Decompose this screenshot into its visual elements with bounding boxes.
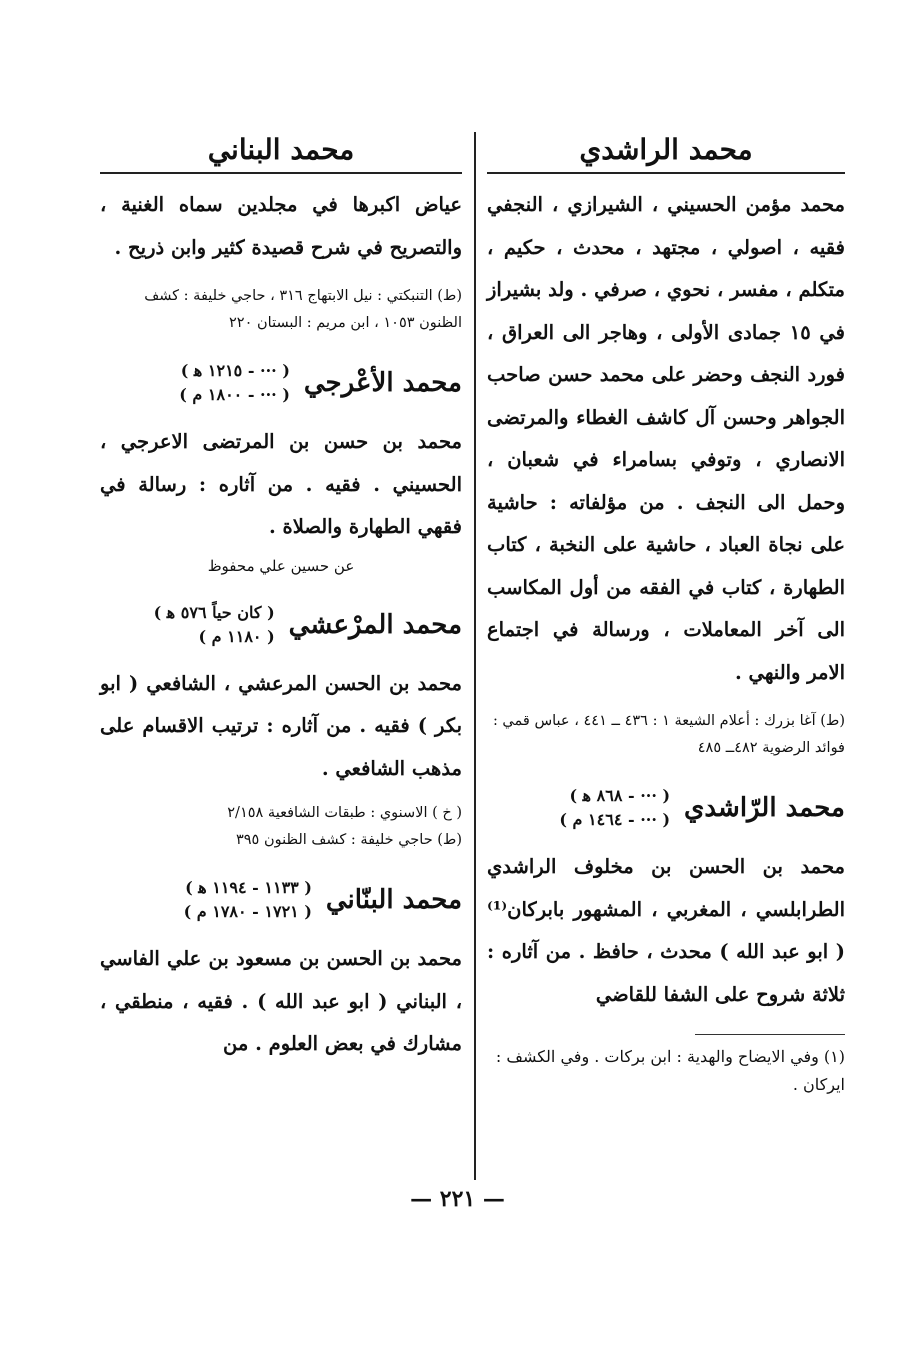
entry-dates [154,601,275,649]
dates-gregorian: ( ١٧٢١ - ١٧٨٠ م ) [183,902,312,921]
dates-gregorian: ( ··· - ١٨٠٠ م ) [179,385,290,404]
entry-dates [559,784,670,832]
page-number: — ٢٢١ — [410,1186,505,1212]
left-continuation-reference: (ط) التنبكتي : نيل الابتهاج ٣١٦ ، حاجي خليفة : كشف الظنون ١٠٥٣ ، ابن مريم : البستان ٢٢٠ [144,288,462,331]
left-header-rule [100,172,462,174]
entry-dates [184,876,312,924]
dates-hijri: ( ··· - ٨٦٨ ﻫ ) [569,786,671,805]
entry-reference: ( خ ) الاسنوي : طبقات الشافعية ٢/١٥٨ [227,805,462,821]
dates-hijri: ( ١١٣٣ - ١١٩٤ ﻫ ) [185,878,312,897]
entry-reference: (ط) حاجي خليفة : كشف الظنون ٣٩٥ [235,832,462,848]
dates-hijri: ( كان حياً ٥٧٦ ﻫ ) [153,602,275,622]
left-column [100,130,462,1066]
entry-heading-bannani [100,876,462,924]
entry-heading-marashi [100,601,462,649]
entry-name: محمد البنّاني [325,885,462,915]
entry-text: محمد بن الحسن المرعشي ، الشافعي ( ابو بكر ) فقيه . من آثاره : ترتيب الاقسام على مذهب الشافعي . [100,671,462,780]
dates-gregorian: ( ··· - ١٤٦٤ م ) [559,810,671,829]
entry-attribution: عن حسين علي محفوظ [207,556,355,575]
entry-heading-aaraji [100,359,462,407]
column-divider [474,132,476,1180]
right-header-rule [487,172,845,174]
entry-dates [179,359,290,407]
entry-name: محمد الأعْرجي [303,368,462,398]
footnote: (١) وفي الايضاح والهدية : ابن بركات . وفي الكشف : ايركان . [495,1047,845,1094]
entry-text: محمد بن الحسن بن مسعود بن علي الفاسي ، البناني ( ابو عبد الله ) . فقيه ، منطقي ، مشارك في بعض العلوم . من [100,947,462,1055]
right-running-header: محمد الراشدي [579,133,753,166]
entry-name: محمد المرْعشي [288,609,462,640]
right-continuation-text: محمد مؤمن الحسيني ، الشيرازي ، النجفي فقيه ، اصولي ، مجتهد ، محدث ، حكيم ، متكلم ، مفسر ، نحوي ، صرفي . ولد بشيراز في ١٥ جمادى الأولى ، وهاجر الى العراق ، فورد النجف وحضر على محمد حسن صاحب الجواهر وحسن آل كاشف الغطاء والمرتضى الانصاري ، وتوفي بسامراء في شعبان ، وحمل الى النجف . من مؤلفاته : حاشية على نجاة العباد ، حاشية على النخبة ، كتاب الطهارة ، كتاب في الفقه من أول المكاسب الى آخر المعاملات ، ورسالة في اجتماع الامر والنهي . [487,193,845,684]
entry-name: محمد الرّاشدي [684,793,845,823]
dates-hijri: ( ··· - ١٢١٥ ﻫ ) [180,361,290,380]
footnote-rule [695,1034,845,1035]
right-column [487,130,845,1099]
entry-heading-rashidi [487,784,845,832]
entry-text: محمد بن حسن بن المرتضى الاعرجي ، الحسيني . فقيه . من آثاره : رسالة في فقهي الطهارة والصلاة . [100,430,462,538]
left-running-header: محمد البناني [207,133,355,166]
dates-gregorian: ( ١١٨٠ م ) [198,626,275,646]
left-continuation-text: عياض اكبرها في مجلدين سماه الغنية ، والتصريح في شرح قصيدة كثير وابن ذريح . [100,193,462,259]
entry-text: محمد بن الحسن بن مخلوف الراشدي الطرابلسي ، المغربي ، المشهور بابركان⁽¹⁾ ( ابو عبد الله ) محدث ، حافظ . من آثاره : ثلاثة شروح على الشفا للقاضي [487,855,845,1006]
right-continuation-reference: (ط) آغا بزرك : أعلام الشيعة ١ : ٤٣٦ ــ ٤٤١ ، عباس قمي : فوائد الرضوية ٤٨٢ــ ٤٨٥ [492,713,845,756]
